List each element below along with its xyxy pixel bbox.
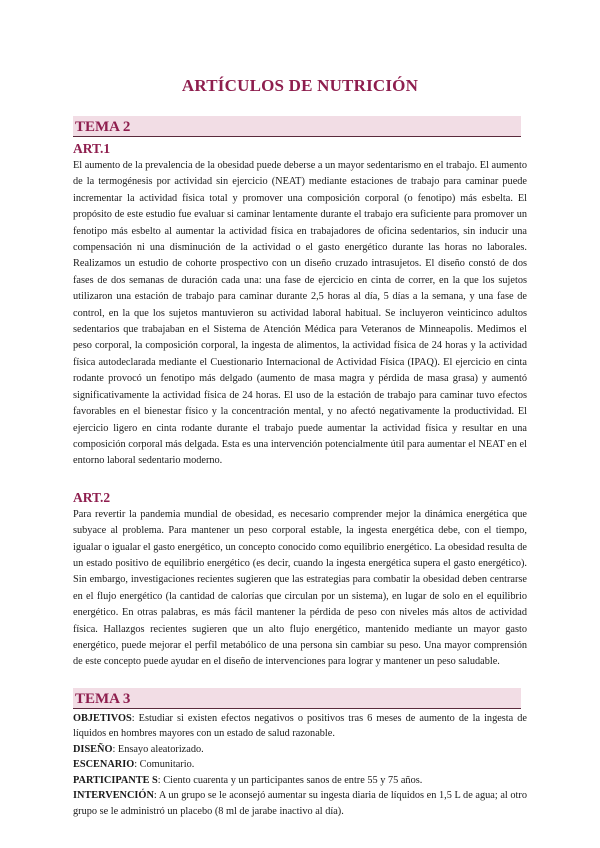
article-heading-art-2: ART.2	[73, 489, 111, 505]
field-label: DISEÑO	[73, 743, 113, 755]
section-heading-label: TEMA 2	[75, 119, 131, 135]
section-heading-tema-3	[73, 688, 521, 709]
document-page	[73, 62, 527, 819]
field-intervencion	[73, 788, 527, 819]
article-body-art-2: Para revertir la pandemia mundial de obesidad, es necesario comprender mejor la dinámica energética que subyace al problema. Para mantener un peso corporal estable, la ingesta energética debe, con el tiempo, igualar o igualar el gasto energético, un concepto conocido como equilibrio energético. La obesidad resulta de un estado positivo de equilibrio energético (es decir, cuando la ingesta energética supera el gasto energético). Sin embargo, investigaciones recientes sugieren que las estrategias para combatir la obesidad deben centrarse en el flujo energético (la cantidad de calorías que circulan por un sistema), en lugar de solo en el equilibrio energético. En otras palabras, es más fácil mantener la pérdida de peso con niveles más altos de actividad física. Hallazgos recientes sugieren que un alto flujo energético, mantenido mediante un mayor gasto energético, puede mejorar el perfil metabólico de una persona sin cambiar su peso. Una mayor comprensión de este concepto puede ayudar en el diseño de intervenciones para lograr y mantener un peso saludable.	[73, 508, 527, 668]
field-participantes	[73, 773, 527, 789]
article-heading-art-1: ART.1	[73, 141, 111, 156]
article-body-art-1: El aumento de la prevalencia de la obesidad puede deberse a un mayor sedentarismo en el trabajo. El aumento de la termogénesis por actividad sin ejercicio (NEAT) mediante estaciones de trabajo para caminar puede incrementar la actividad física total y promover una composición corporal (o fenotipo) más esbelta. El propósito de este estudio fue evaluar si caminar lentamente durante el trabajo era suficiente para promover un fenotipo más esbelto al aumentar la actividad física en trabajadores de oficina sedentarios, sin inducir una compensación ni una disminución de la actividad o el gasto energético durante las horas no laborales. Realizamos un estudio de cohorte prospectivo con un diseño cruzado intrasujetos. El diseño constó de dos fases de dos semanas de duración cada una: una fase de ejercicio en cinta de correr, en la que los sujetos utilizaron una estación de trabajo para caminar durante 2,5 horas al día, 5 días a la semana, y una fase de control, en la que los sujetos mantuvieron su actividad laboral habitual. Se incluyeron veinticinco adultos sedentarios que trabajaban en el Sistema de Atención Médica para Veteranos de Minneapolis. Medimos el peso corporal, la composición corporal, la ingesta de alimentos, la actividad física de 24 horas y la actividad física autodeclarada mediante el Cuestionario Internacional de Actividad Física (IPAQ). El ejercicio en cinta rodante provocó un fenotipo más delgado (aumento de masa magra y pérdida de masa grasa) y aumentó significativamente la actividad física de 24 horas. El uso de la estación de trabajo para caminar tuvo efectos favorables en el bienestar físico y la concentración mental, y no afectó negativamente la productividad. El ejercicio ligero en cinta rodante durante el trabajo puede aumentar la actividad física y resultar en una composición corporal más delgada. Esta es una intervención potencialmente útil para aumentar el NEAT en el entorno laboral sedentario moderno.	[73, 160, 527, 467]
field-label: INTERVENCIÓN	[73, 790, 154, 802]
field-value: : Comunitario.	[134, 759, 195, 771]
field-diseno	[73, 742, 527, 758]
field-value: : Estudiar si existen efectos negativos o positivos tras 6 meses de aumento de la ingesta de líquidos en hombres mayores con un estado de salud razonable.	[73, 712, 527, 740]
section-heading-label: TEMA 3	[75, 690, 131, 707]
field-value: : A un grupo se le aconsejó aumentar su ingesta diaria de líquidos en 1,5 L de agua; al otro grupo se le administró un placebo (8 ml de jarabe inactivo al día).	[73, 790, 527, 817]
field-label: PARTICIPANTE S	[73, 774, 158, 786]
field-label: ESCENARIO	[73, 759, 135, 771]
field-label: OBJETIVOS	[73, 712, 132, 724]
document-title: ARTÍCULOS DE NUTRICIÓN	[181, 76, 419, 95]
section-heading-tema-2	[73, 116, 521, 137]
field-escenario	[73, 757, 527, 773]
field-value: : Ciento cuarenta y un participantes sanos de entre 55 y 75 años.	[157, 774, 423, 786]
field-value: : Ensayo aleatorizado.	[112, 743, 204, 755]
field-objetivos	[73, 711, 527, 742]
